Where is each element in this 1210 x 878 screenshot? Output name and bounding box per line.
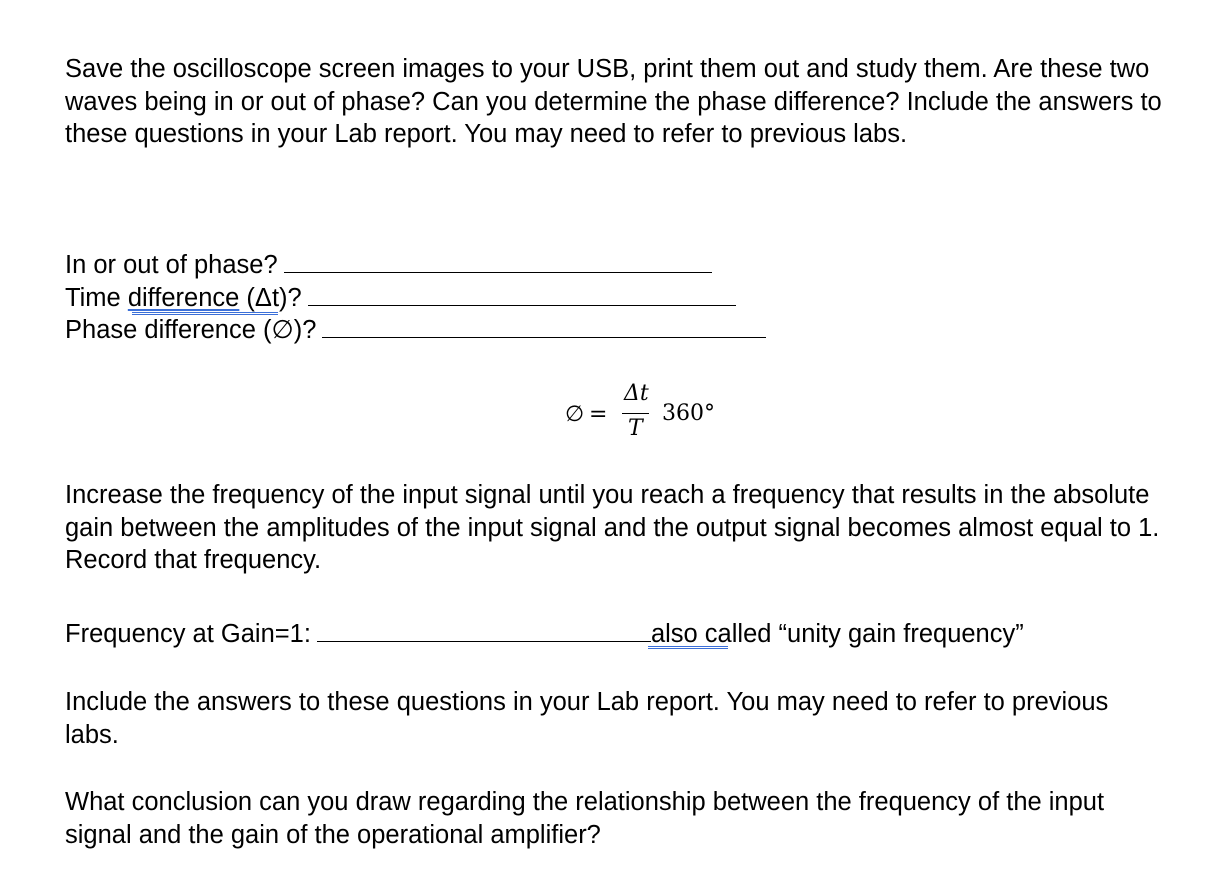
time-difference-suffix: (Δt)? xyxy=(239,284,302,312)
frequency-paragraph: Increase the frequency of the input signal until you reach a frequency that results in the absolute gain between the amplitudes of the input signal and the output signal becomes almost equal to 1. Record that frequency. xyxy=(65,481,1160,575)
phase-question-label: In or out of phase? xyxy=(65,251,278,279)
formula-numerator: Δt xyxy=(624,381,649,406)
spellcheck-underline-also xyxy=(648,646,728,649)
phase-difference-field xyxy=(65,314,766,346)
formula-factor: 360° xyxy=(662,401,715,426)
unity-gain-note-rest: called “unity gain frequency” xyxy=(697,620,1024,648)
include-paragraph: Include the answers to these questions in your Lab report. You may need to refer to previous labs. xyxy=(65,688,1109,749)
gain-frequency-field xyxy=(65,618,1024,650)
conclusion-paragraph: What conclusion can you draw regarding the relationship between the frequency of the input signal and the gain of the operational amplifier? xyxy=(65,788,1105,849)
time-difference-blank[interactable] xyxy=(308,283,736,306)
phase-question-field xyxy=(65,249,712,281)
phase-difference-label: Phase difference (∅)? xyxy=(65,316,317,344)
gain-frequency-label: Frequency at Gain=1: xyxy=(65,620,311,648)
intro-paragraph: Save the oscilloscope screen images to your USB, print them out and study them. Are these two waves being in or out of phase? Can you determine the phase difference? Include the answers to these questions in your Lab report. You may need to refer to previous labs. xyxy=(65,55,1162,149)
unity-gain-note xyxy=(651,620,1024,648)
phase-answer-blank[interactable] xyxy=(284,250,712,273)
time-difference-prefix: Time xyxy=(65,284,128,312)
formula-denominator: T xyxy=(628,416,643,441)
formula-equals: = xyxy=(589,402,608,427)
phase-difference-blank[interactable] xyxy=(322,315,766,338)
time-difference-field xyxy=(65,282,736,314)
time-difference-label xyxy=(65,284,302,312)
time-difference-word: difference xyxy=(127,284,240,312)
formula-fraction-bar xyxy=(622,413,649,414)
gain-frequency-blank[interactable] xyxy=(317,619,651,642)
unity-gain-note-word: also xyxy=(650,620,698,648)
formula-phi: ∅ xyxy=(565,402,585,427)
phase-formula xyxy=(565,381,745,451)
